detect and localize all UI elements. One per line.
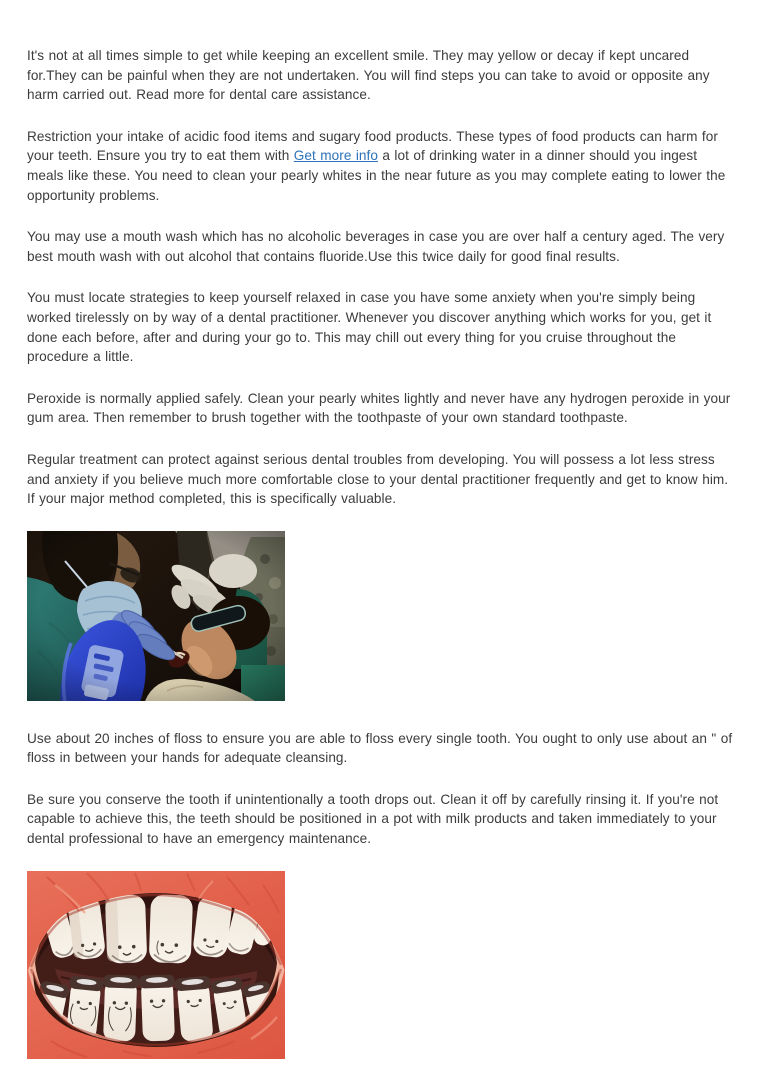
dental-procedure-photo [27,531,285,701]
paragraph-8: Be sure you conserve the tooth if unintentionally a tooth drops out. Clean it off by carefully rinsing it. If you're not capable to achieve this, the teeth should be positioned in a pot with milk products and taken immediately to your dental professional to have an emergency maintenance. [27,791,719,847]
paragraph-2-text-after: a lot of drinking water in a dinner should you ingest meals like these. You need to clean your pearly whites in the near future as you may complete eating to lower the opportunity problems. [27,148,726,203]
paragraph-6: Regular treatment can protect against serious dental troubles from developing. You will possess a lot less stress and anxiety if you believe much more comfortable close to your dental practitioner frequently and get to know him. If your major method completed, this is specifically valuable. [27,451,729,507]
cartoon-teeth-illustration [27,871,285,1059]
paragraph-5: Peroxide is normally applied safely. Clean your pearly whites lightly and never have any hydrogen peroxide in your gum area. Then remember to brush together with the toothpaste of your own standard toothpaste. [27,390,731,426]
cartoon-teeth-image [27,871,285,1059]
dental-procedure-illustration [27,531,285,701]
paragraph-1: It's not at all times simple to get while keeping an excellent smile. They may yellow or decay if kept uncared for.They can be painful when they are not undertaken. You will find steps you can take to avoid or opposite any harm carried out. Read more for dental care assistance. [27,48,710,103]
paragraph-3: You may use a mouth wash which has no alcoholic beverages in case you are over half a century aged. The very best mouth wash with out alcohol that contains fluoride.Use this twice daily for good final results. [27,229,725,264]
paragraph-4: You must locate strategies to keep yourself relaxed in case you have some anxiety when you're simply being worked tirelessly on by way of a dental practitioner. Whenever you discover anything which works for you, get it done each before, after and during your go to. This may chill out every thing for you cruise throughout the procedure a little. [27,290,712,365]
paragraph-2-text-before: Restriction your intake of acidic food items and sugary food products. These types of food products can harm for your teeth. Ensure you try to eat them with [27,128,718,164]
paragraph-2 [27,127,738,205]
get-more-info-link[interactable]: Get more info [293,148,378,164]
paragraph-7: Use about 20 inches of floss to ensure you are able to floss every single tooth. You ought to only use about an " of floss in between your hands for adequate cleansing. [27,730,733,766]
